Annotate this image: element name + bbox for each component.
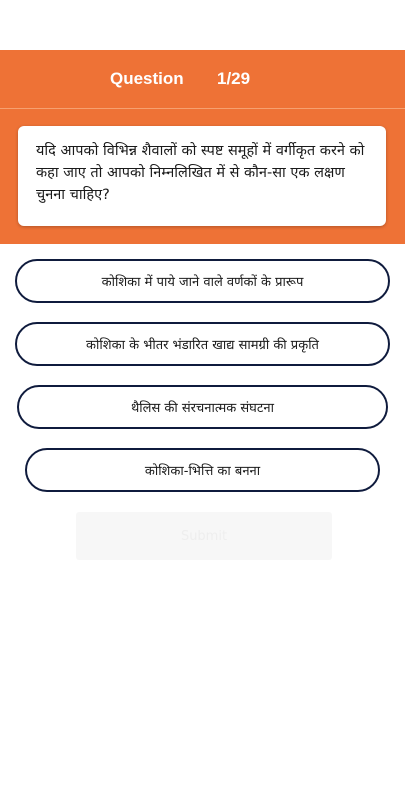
question-label: Question	[110, 69, 184, 88]
question-card	[18, 126, 386, 226]
submit-button[interactable]: Submit	[76, 512, 332, 560]
question-panel	[0, 109, 405, 244]
answer-option-1[interactable]: कोशिका में पाये जाने वाले वर्णकों के प्रारूप	[15, 259, 390, 303]
question-text: यदि आपको विभिन्न शैवालों को स्पष्ट समूहों में वर्गीकृत करने को कहा जाए तो आपको निम्नलिखित में से कौन-सा एक लक्षण चुनना चाहिए?	[36, 143, 365, 203]
answer-option-2[interactable]: कोशिका के भीतर भंडारित खाद्य सामग्री की प्रकृति	[15, 322, 390, 366]
answer-option-3[interactable]: थैलिस की संरचनात्मक संघटना	[17, 385, 388, 429]
question-counter: 1/29	[217, 69, 251, 88]
answer-option-4[interactable]: कोशिका-भित्ति का बनना	[25, 448, 380, 492]
question-header	[0, 50, 405, 109]
